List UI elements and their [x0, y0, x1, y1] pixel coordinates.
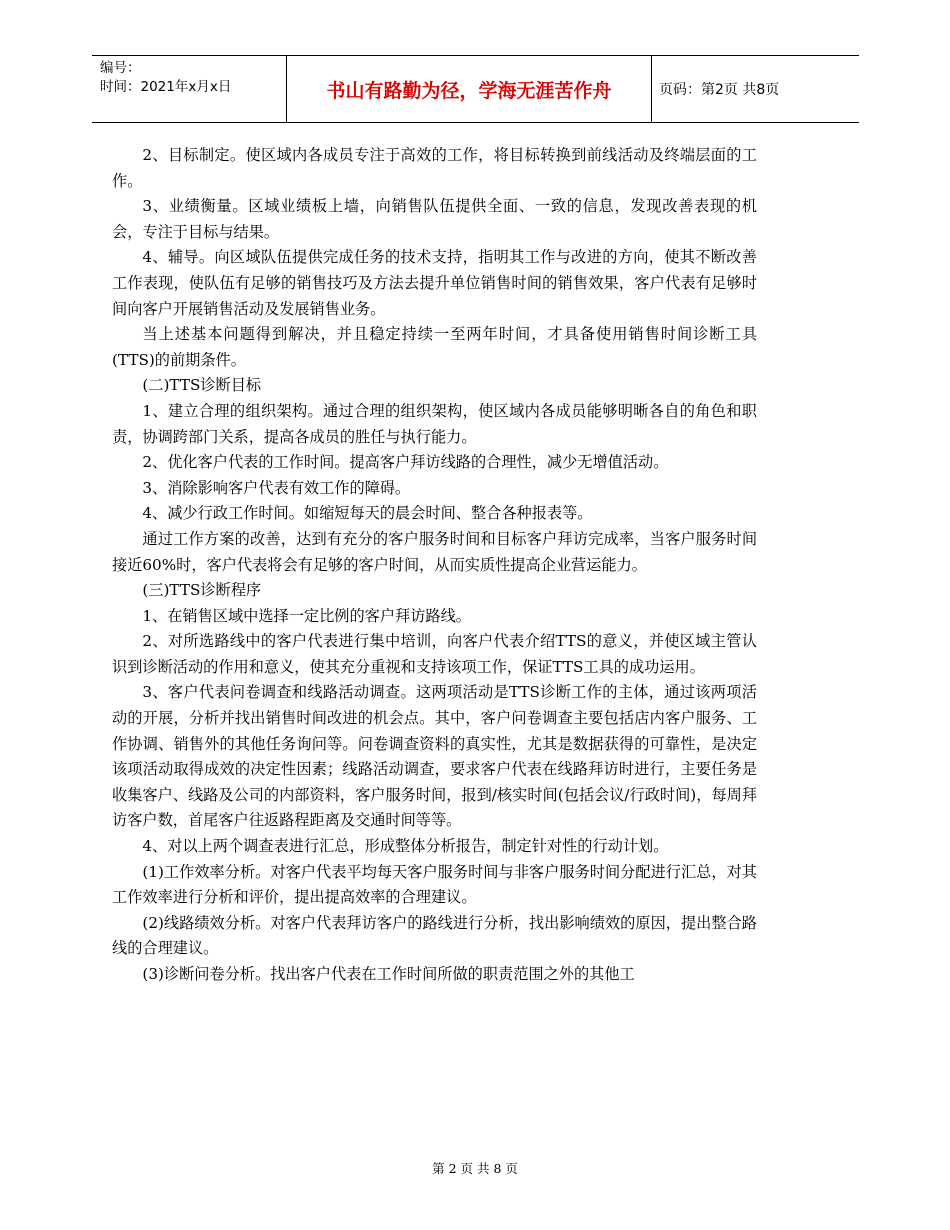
page-footer: 第 2 页 共 8 页 [432, 1161, 518, 1176]
paragraph: 4、对以上两个调查表进行汇总，形成整体分析报告，制定针对性的行动计划。 [142, 837, 669, 856]
paragraph: 1、在销售区域中选择一定比例的客户拜访路线。 [142, 606, 471, 625]
document-body [112, 143, 757, 988]
paragraph: 3、消除影响客户代表有效工作的障碍。 [142, 478, 411, 497]
document-number-label: 编号： [100, 60, 141, 76]
paragraph: 2、对所选路线中的客户代表进行集中培训，向客户代表介绍TTS的意义，并使区域主管认识到诊断活动的作用和意义，使其充分重视和支持该项工作，保证TTS工具的成功运用。 [112, 632, 757, 676]
paragraph: 2、优化客户代表的工作时间。提高客户拜访线路的合理性，减少无增值活动。 [142, 453, 669, 472]
paragraph: 3、客户代表问卷调查和线路活动调查。这两项活动是TTS诊断工作的主体，通过该两项活动的开展，分析并找出销售时间改进的机会点。其中，客户问卷调查主要包括店内客户服务、工作协调、销售外的其他任务询问等。问卷调查资料的真实性，尤其是数据获得的可靠性，是决定该项活动取得成效的决定性因素；线路活动调查，要求客户代表在线路拜访时进行，主要任务是收集客户、线路及公司的内部资料，客户服务时间，报到/核实时间(包括会议/行政时间)，每周拜访客户数，首尾客户往返路程距离及交通时间等等。 [112, 683, 757, 830]
paragraph: 4、辅导。向区域队伍提供完成任务的技术支持，指明其工作与改进的方向，使其不断改善工作表现，使队伍有足够的销售技巧及方法去提升单位销售时间的销售效果，客户代表有足够时间向客户开展销售活动及发展销售业务。 [112, 248, 757, 318]
header-page-info: 页码：第2页 共8页 [659, 82, 780, 98]
document-time-label: 时间：2021年x月x日 [100, 79, 232, 95]
paragraph: 通过工作方案的改善，达到有充分的客户服务时间和目标客户拜访完成率，当客户服务时间接近60%时，客户代表将会有足够的客户时间，从而实质性提高企业营运能力。 [112, 529, 757, 574]
header-meta [100, 59, 282, 97]
paragraph: (1)工作效率分析。对客户代表平均每天客户服务时间与非客户服务时间分配进行汇总，对其工作效率进行分析和评价，提出提高效率的合理建议。 [112, 862, 757, 907]
paragraph: 2、目标制定。使区域内各成员专注于高效的工作，将目标转换到前线活动及终端层面的工作。 [112, 146, 757, 190]
paragraph: 4、减少行政工作时间。如缩短每天的晨会时间、整合各种报表等。 [142, 504, 593, 523]
paragraph: (3)诊断问卷分析。找出客户代表在工作时间所做的职责范围之外的其他工 [142, 965, 635, 983]
section-heading: (二)TTS诊断目标 [142, 376, 262, 395]
paragraph: (2)线路绩效分析。对客户代表拜访客户的路线进行分析，找出影响绩效的原因，提出整合路线的合理建议。 [112, 913, 757, 958]
paragraph: 1、建立合理的组织架构。通过合理的组织架构，使区域内各成员能够明晰各自的角色和职责，协调跨部门关系，提高各成员的胜任与执行能力。 [112, 401, 757, 446]
section-heading: (三)TTS诊断程序 [142, 581, 262, 600]
header-motto: 书山有路勤为径，学海无涯苦作舟 [286, 56, 652, 122]
page-header [92, 55, 859, 123]
paragraph: 3、业绩衡量。区域业绩板上墙，向销售队伍提供全面、一致的信息，发现改善表现的机会，专注于目标与结果。 [112, 197, 757, 241]
paragraph: 当上述基本问题得到解决，并且稳定持续一至两年时间，才具备使用销售时间诊断工具(TTS)的前期条件。 [112, 325, 757, 369]
